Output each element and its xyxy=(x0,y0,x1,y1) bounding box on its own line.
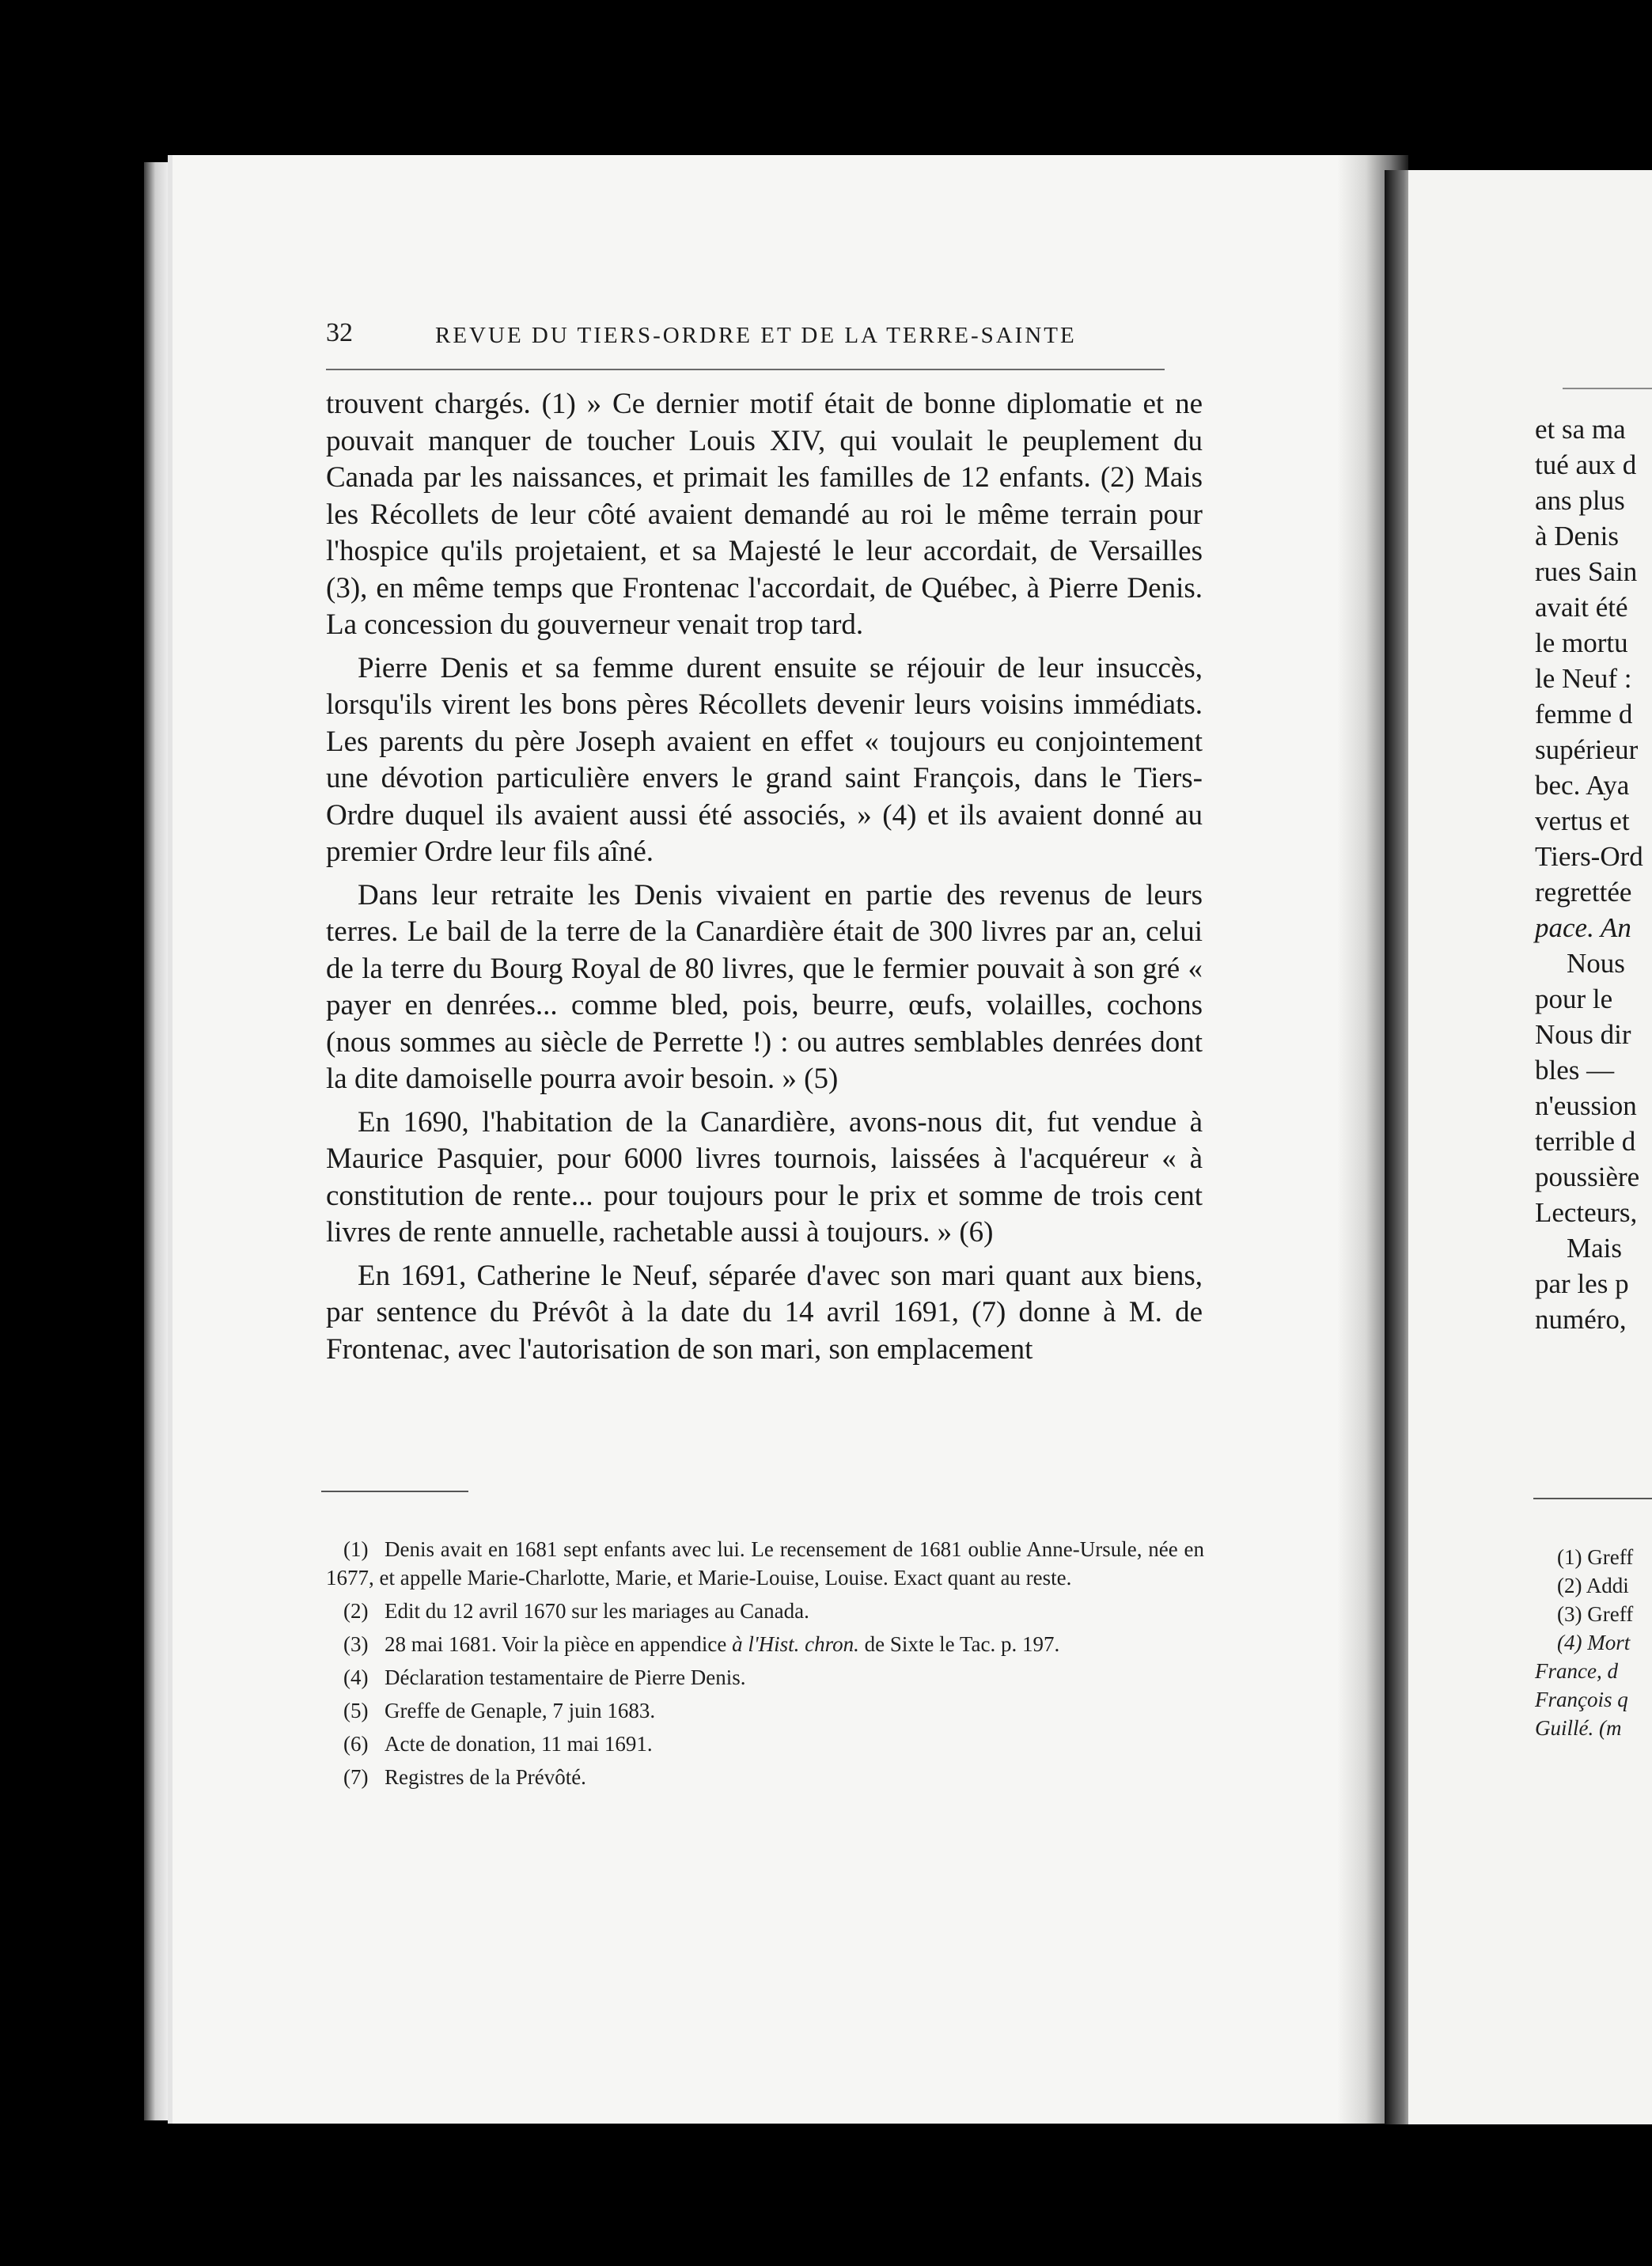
right-page-line: le Neuf : xyxy=(1535,663,1632,694)
right-page-line: n'eussion xyxy=(1535,1090,1637,1121)
footnote-text: Greffe de Genaple, 7 juin 1683. xyxy=(385,1699,656,1722)
right-page-line: Nous xyxy=(1567,948,1625,979)
right-page-footnotes xyxy=(1535,1543,1652,1742)
footnote-number: (1) xyxy=(343,1537,369,1561)
header-rule xyxy=(326,369,1165,370)
paragraph: Dans leur retraite les Denis vivaient en partie des revenus de leurs terres. Le bail de la terre de la Canardière était de 300 livres par an, celui de la terre du Bourg Royal de 80 livres, que le fermier pouvait à son gré « payer en denrées... comme bled, pois, beurre, œufs, volailles, cochons (nous sommes au siècle de Perrette !) : ou autres semblables denrées dont la dite damoiselle pourra avoir besoin. » (5) xyxy=(326,878,1203,1095)
right-page-line: le mortu xyxy=(1535,627,1628,658)
footnote-text: Edit du 12 avril 1670 sur les mariages au Canada. xyxy=(385,1599,809,1623)
footnote-text: Registres de la Prévôté. xyxy=(385,1765,586,1789)
right-page-footnote: Guillé. (m xyxy=(1535,1716,1622,1740)
right-page-line: pour le xyxy=(1535,983,1613,1014)
right-page-line: bles — xyxy=(1535,1055,1615,1086)
right-page-line: terrible d xyxy=(1535,1126,1636,1157)
footnote xyxy=(326,1730,1204,1758)
right-page-line: avait été xyxy=(1535,592,1628,623)
footnote-rule xyxy=(321,1491,468,1492)
paragraph: Pierre Denis et sa femme durent ensuite se réjouir de leur insuccès, lorsqu'ils virent les bons pères Récollets devenir leurs voisins immédiats. Les parents du père Joseph avaient en effet « toujours eu conjointement une dévotion particulière envers le grand saint François, dans le Tiers-Ordre duquel ils avaient aussi été associés, » (4) et ils avaient donné au premier Ordre leur fils aîné. xyxy=(326,651,1203,868)
paragraph: En 1691, Catherine le Neuf, séparée d'avec son mari quant aux biens, par sentence du Prévôt à la date du 14 avril 1691, (7) donne à M. de Frontenac, avec l'autorisation de son mari, son emplacement xyxy=(326,1259,1203,1366)
right-page-footnote: (1) Greff xyxy=(1557,1545,1634,1569)
right-page-line: femme d xyxy=(1535,699,1633,729)
page-header xyxy=(326,316,1117,364)
footnote-italic: à l'Hist. chron. xyxy=(732,1632,859,1656)
right-page-line: numéro, xyxy=(1535,1304,1627,1335)
footnote xyxy=(326,1763,1204,1791)
right-header-rule xyxy=(1563,388,1652,389)
right-page-line: bec. Aya xyxy=(1535,770,1630,801)
footnote xyxy=(326,1663,1204,1692)
right-page-footnote: (4) Mort xyxy=(1557,1631,1631,1654)
right-footnote-rule xyxy=(1533,1498,1652,1499)
right-page-line: à Denis xyxy=(1535,521,1619,551)
right-page-line: et sa ma xyxy=(1535,414,1626,445)
right-page-line: vertus et xyxy=(1535,805,1630,836)
right-page-line: regrettée xyxy=(1535,877,1632,908)
footnote-number: (7) xyxy=(343,1765,369,1789)
right-page-line: Lecteurs, xyxy=(1535,1197,1638,1228)
body-text xyxy=(326,386,1203,1368)
footnote-number: (6) xyxy=(343,1732,369,1756)
page-number: 32 xyxy=(326,318,353,347)
footnote-number: (2) xyxy=(343,1599,369,1623)
right-page-line: par les p xyxy=(1535,1268,1629,1299)
book-spine-edge xyxy=(144,162,169,2120)
right-page-footnote: (3) Greff xyxy=(1557,1602,1634,1626)
footnote-number: (4) xyxy=(343,1665,369,1689)
right-page-footnote: (2) Addi xyxy=(1557,1574,1629,1597)
right-page-line: Tiers-Ord xyxy=(1535,841,1643,872)
right-page-line: ans plus xyxy=(1535,485,1625,516)
paragraph: trouvent chargés. (1) » Ce dernier motif était de bonne diplomatie et ne pouvait manquer de toucher Louis XIV, qui voulait le peuplement du Canada par les naissances, et primait les familles de 12 enfants. (2) Mais les Récollets de leur côté avaient demandé au roi le même terrain pour l'hospice qu'ils projetaient, et sa Majesté le leur accordait, de Versailles (3), en même temps que Frontenac l'accordait, de Québec, à Pierre Denis. La concession du gouverneur venait trop tard. xyxy=(326,388,1203,641)
footnote-text: Acte de donation, 11 mai 1691. xyxy=(385,1732,653,1756)
footnote-text: de Sixte le Tac. p. 197. xyxy=(858,1632,1060,1656)
footnote-text: Denis avait en 1681 sept enfants avec lui. Le recensement de 1681 oublie Anne-Ursule, née en 1677, et appelle Marie-Charlotte, Marie, et Marie-Louise, Louise. Exact quant au reste. xyxy=(326,1537,1204,1590)
footnote xyxy=(326,1630,1204,1658)
right-page-footnote: France, d xyxy=(1535,1659,1618,1683)
right-page-line: Nous dir xyxy=(1535,1019,1631,1050)
right-page-line: tué aux d xyxy=(1535,449,1637,480)
footnote xyxy=(326,1696,1204,1725)
paragraph: En 1690, l'habitation de la Canardière, avons-nous dit, fut vendue à Maurice Pasquier, pour 6000 livres tournois, laissées à l'acquéreur « à constitution de rente... pour toujours pour le prix et somme de trois cent livres de rente annuelle, rachetable aussi à toujours. » (6) xyxy=(326,1105,1203,1249)
footnote xyxy=(326,1597,1204,1625)
footnotes xyxy=(326,1535,1204,1796)
right-page-line: pace. An xyxy=(1535,912,1631,943)
footnote-text: 28 mai 1681. Voir la pièce en appendice xyxy=(385,1632,733,1656)
right-page-line: supérieur xyxy=(1535,734,1639,765)
right-page-footnote: François q xyxy=(1535,1688,1628,1711)
footnote-number: (5) xyxy=(343,1699,369,1722)
footnote-text: Déclaration testamentaire de Pierre Denis. xyxy=(385,1665,746,1689)
right-page-line: poussière xyxy=(1535,1161,1640,1192)
right-page-line: rues Sain xyxy=(1535,556,1638,587)
footnote xyxy=(326,1535,1204,1592)
footnote-number: (3) xyxy=(343,1632,369,1656)
right-page-text xyxy=(1535,411,1652,1337)
right-page-line: Mais xyxy=(1567,1233,1622,1264)
running-head: REVUE DU TIERS-ORDRE ET DE LA TERRE-SAINTE xyxy=(435,323,1077,348)
